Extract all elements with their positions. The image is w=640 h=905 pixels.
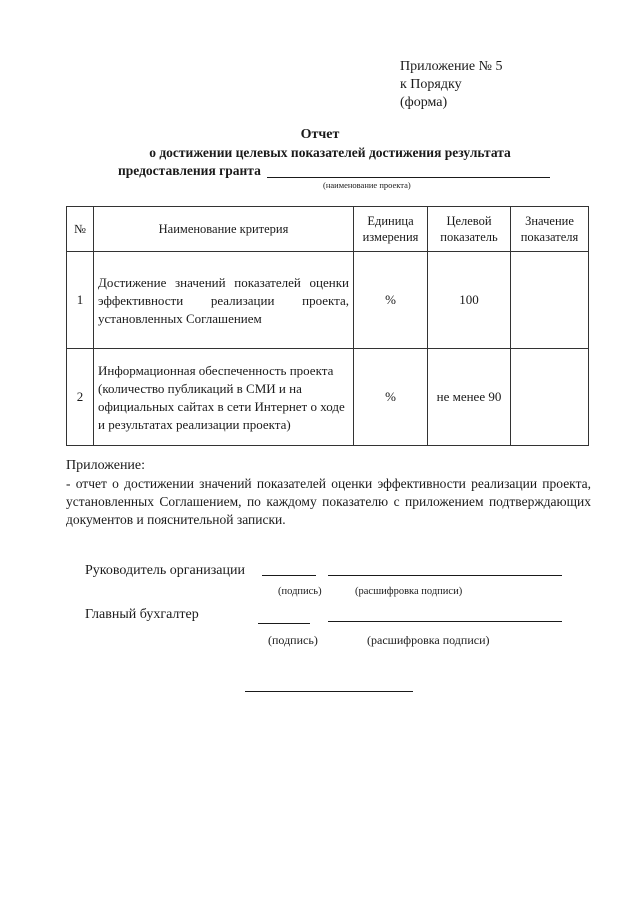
- appendix-number: Приложение № 5: [400, 59, 503, 74]
- row-criterion-name: Достижение значений показателей оценки эффективности реализации проекта, установленных Соглашением: [94, 252, 354, 349]
- appendix-header: [400, 58, 503, 112]
- report-title: Отчет: [300, 127, 340, 142]
- director-decode-line[interactable]: [328, 575, 562, 576]
- report-subtitle: о достижении целевых показателей достижения результата: [149, 145, 511, 160]
- row-number: 2: [67, 349, 94, 446]
- director-label: Руководитель организации: [85, 563, 245, 578]
- bottom-separator-line: [245, 691, 413, 692]
- criteria-table: [66, 206, 589, 446]
- appendix-to: к Порядку: [400, 77, 462, 92]
- row-target: 100: [428, 252, 511, 349]
- header-value: Значение показателя: [511, 207, 589, 252]
- accountant-decode-caption: (расшифровка подписи): [367, 633, 490, 647]
- row-value-cell[interactable]: [511, 252, 589, 349]
- accountant-sign-caption: (подпись): [268, 633, 318, 647]
- grant-line-label: предоставления гранта: [118, 163, 261, 178]
- appendix-label: Приложение:: [66, 458, 146, 473]
- row-unit: %: [354, 252, 428, 349]
- appendix-text: - отчет о достижении значений показателей оценки эффективности реализации проекта, установленных Соглашением, по каждому показателю с приложением подтверждающих документов и пояснительной записки.: [66, 476, 591, 527]
- director-sign-caption: (подпись): [278, 586, 322, 597]
- project-name-field[interactable]: [267, 177, 550, 178]
- row-number: 1: [67, 252, 94, 349]
- table-row: [67, 252, 589, 349]
- appendix-form: (форма): [400, 95, 448, 110]
- row-unit: %: [354, 349, 428, 446]
- row-value-cell[interactable]: [511, 349, 589, 446]
- table-row: [67, 349, 589, 446]
- project-name-caption: (наименование проекта): [323, 180, 411, 190]
- director-decode-caption: (расшифровка подписи): [355, 586, 463, 597]
- header-unit: Единица измерения: [354, 207, 428, 252]
- accountant-label: Главный бухгалтер: [85, 607, 199, 622]
- row-criterion-name: Информационная обеспеченность проекта (количество публикаций в СМИ и на официальных сайтах в сети Интернет о ходе и результатах реализации проекта): [94, 349, 354, 446]
- header-target: Целевой показатель: [428, 207, 511, 252]
- accountant-signature-line[interactable]: [258, 623, 310, 624]
- row-target: не менее 90: [428, 349, 511, 446]
- header-name: Наименование критерия: [94, 207, 354, 252]
- director-signature-line[interactable]: [262, 575, 316, 576]
- header-number: №: [67, 207, 94, 252]
- accountant-decode-line[interactable]: [328, 621, 562, 622]
- table-header-row: [67, 207, 589, 252]
